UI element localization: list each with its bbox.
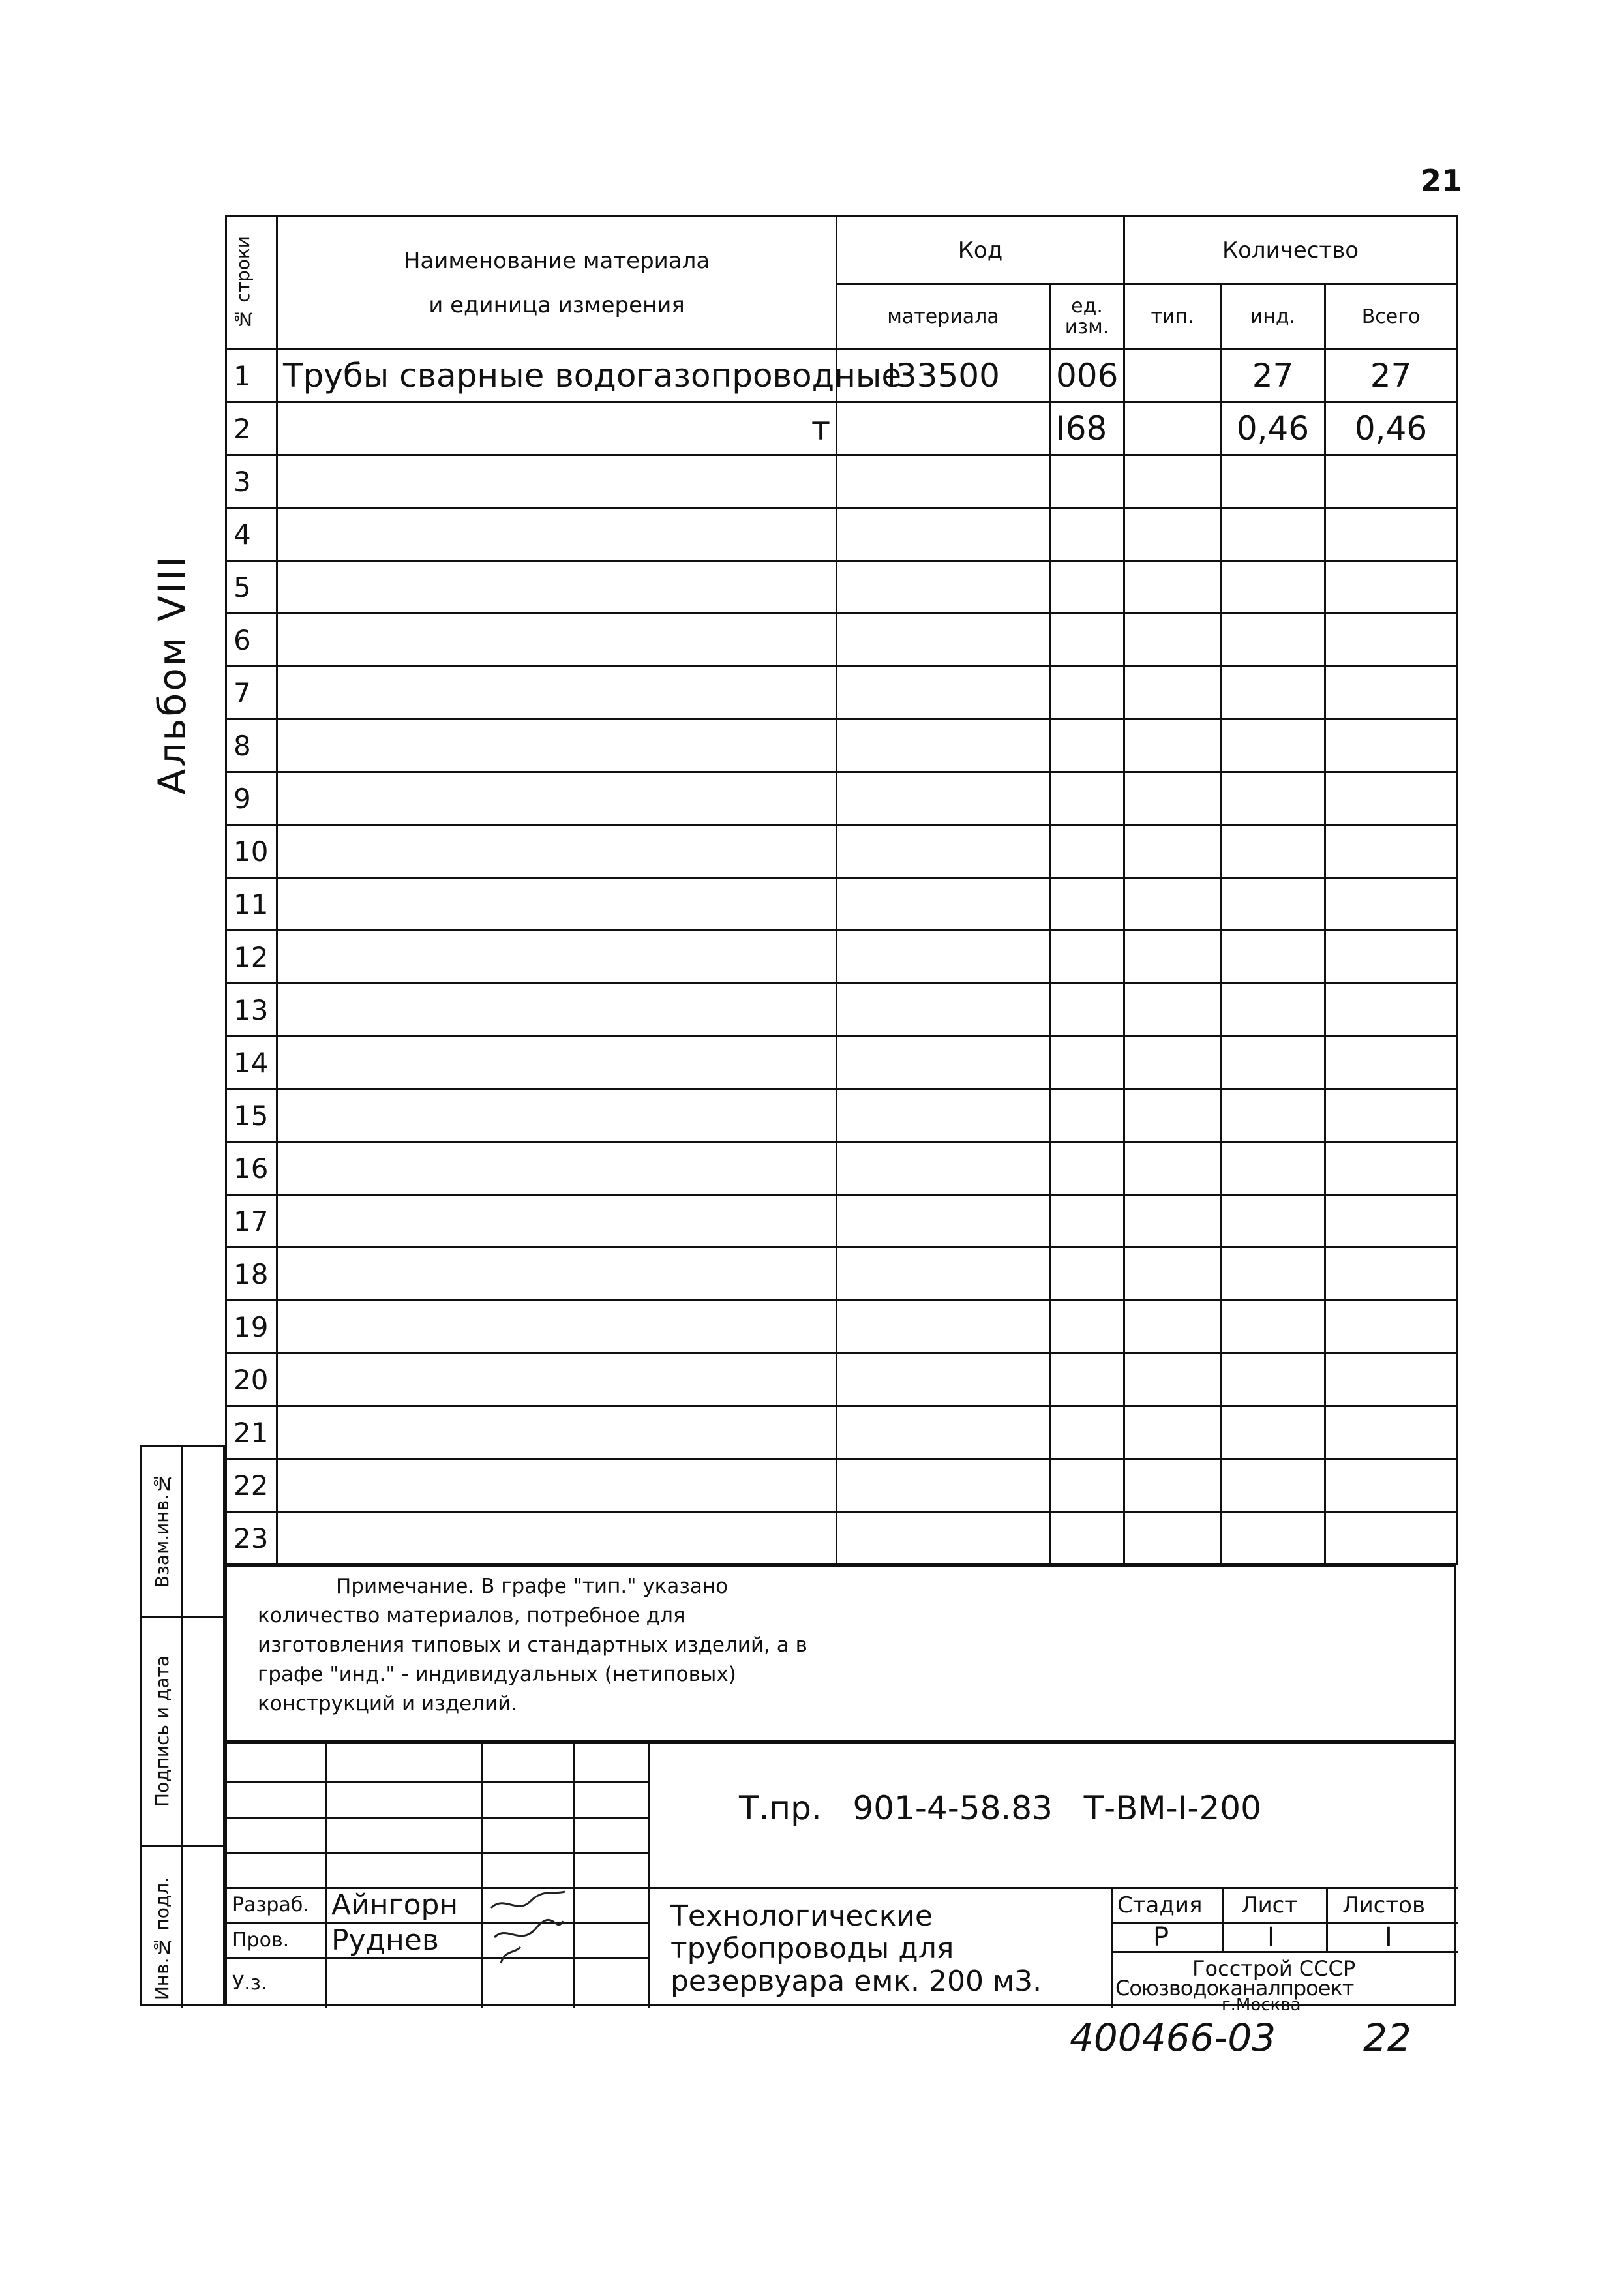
row-ind-cell (1221, 1406, 1325, 1459)
table-row (226, 1248, 1457, 1301)
row-material-code-cell (837, 561, 1050, 614)
table-row (226, 1301, 1457, 1353)
row-ind-cell (1221, 561, 1325, 614)
table-row (226, 1406, 1457, 1459)
row-unit-code-cell (1050, 984, 1124, 1036)
table-row (226, 878, 1457, 931)
row-ind-cell: 0,46 (1221, 402, 1325, 455)
row-number-cell: 10 (226, 825, 277, 878)
row-name-cell (277, 667, 837, 719)
row-name-cell: т (277, 402, 837, 455)
row-number-cell: 19 (226, 1301, 277, 1353)
stamp-stage-label: Стадия (1117, 1892, 1203, 1918)
row-material-code-cell (837, 1195, 1050, 1248)
stamp-sheets-value: I (1385, 1922, 1393, 1952)
header-qty-total: Всего (1325, 284, 1457, 350)
row-name-cell (277, 1036, 837, 1089)
row-total-cell (1325, 1248, 1457, 1301)
row-number-cell: 18 (226, 1248, 277, 1301)
row-number-cell: 7 (226, 667, 277, 719)
row-total-cell (1325, 719, 1457, 772)
row-number-cell: 8 (226, 719, 277, 772)
row-total-cell (1325, 1353, 1457, 1406)
row-ind-cell (1221, 1089, 1325, 1142)
table-row (226, 825, 1457, 878)
row-ind-cell (1221, 667, 1325, 719)
margin-stamp (140, 1445, 225, 2006)
table-row (226, 1195, 1457, 1248)
row-unit-code-cell (1050, 1353, 1124, 1406)
header-name-line2: и единица измерения (429, 292, 685, 318)
row-unit-code-cell (1050, 1036, 1124, 1089)
row-unit-code-cell (1050, 1301, 1124, 1353)
stamp-approved-role: У.з. (232, 1972, 267, 1995)
stamp-sheet-value: I (1267, 1922, 1275, 1952)
row-unit-code-cell (1050, 1406, 1124, 1459)
row-material-code-cell (837, 402, 1050, 455)
table-row (226, 614, 1457, 667)
row-unit-code-cell (1050, 1512, 1124, 1565)
row-number-cell: 20 (226, 1353, 277, 1406)
note-text: Примечание. В графе "тип." указано количество материалов, потребное для изготовления типовых и стандартных изделий, а в графе "инд." - индивидуальных (нетиповых) конструкций и изделий. (258, 1575, 807, 1715)
row-ind-cell (1221, 1036, 1325, 1089)
row-material-code-cell (837, 1353, 1050, 1406)
row-material-code-cell (837, 772, 1050, 825)
table-row (226, 1089, 1457, 1142)
table-row (226, 508, 1457, 561)
stamp-org-line2: Союзводоканалпроект (1115, 1976, 1354, 2001)
header-code-unit: ед. изм. (1050, 284, 1124, 350)
row-material-code-cell (837, 1142, 1050, 1195)
row-unit-code-cell: I68 (1050, 402, 1124, 455)
row-material-code-cell (837, 931, 1050, 984)
row-total-cell (1325, 1142, 1457, 1195)
row-name-cell (277, 1301, 837, 1353)
row-name-cell (277, 878, 837, 931)
margin-sign-date: Подпись и дата (151, 1655, 173, 1807)
header-quantity: Количество (1124, 217, 1457, 284)
header-name-line1: Наименование материала (403, 247, 710, 274)
table-row (226, 719, 1457, 772)
table-row (226, 931, 1457, 984)
row-material-code-cell (837, 1301, 1050, 1353)
row-typ-cell (1124, 931, 1221, 984)
row-typ-cell (1124, 1195, 1221, 1248)
margin-inv-orig: Инв.№ подл. (151, 1877, 173, 2001)
row-unit-code-cell (1050, 1142, 1124, 1195)
table-row (226, 772, 1457, 825)
row-typ-cell (1124, 1512, 1221, 1565)
row-material-code-cell (837, 1459, 1050, 1512)
row-ind-cell (1221, 878, 1325, 931)
table-row (226, 1512, 1457, 1565)
row-unit-code-cell (1050, 1195, 1124, 1248)
row-unit-code-cell (1050, 1248, 1124, 1301)
row-material-code-cell (837, 614, 1050, 667)
row-material-code-cell: I33500 (837, 350, 1050, 402)
row-unit-code-cell (1050, 455, 1124, 508)
row-material-code-cell (837, 1036, 1050, 1089)
row-typ-cell (1124, 825, 1221, 878)
row-material-code-cell (837, 825, 1050, 878)
row-number-cell: 14 (226, 1036, 277, 1089)
footer-page: 22 (1363, 2016, 1411, 2060)
row-total-cell (1325, 1459, 1457, 1512)
row-number-cell: 13 (226, 984, 277, 1036)
row-material-code-cell (837, 667, 1050, 719)
table-row (226, 402, 1457, 455)
row-total-cell (1325, 984, 1457, 1036)
row-name-cell (277, 825, 837, 878)
row-number-cell: 6 (226, 614, 277, 667)
row-ind-cell (1221, 1459, 1325, 1512)
table-row (226, 455, 1457, 508)
row-total-cell (1325, 931, 1457, 984)
header-qty-typ: тип. (1124, 284, 1221, 350)
row-unit-code-cell (1050, 1089, 1124, 1142)
row-material-code-cell (837, 1406, 1050, 1459)
row-typ-cell (1124, 1301, 1221, 1353)
row-unit-code-cell (1050, 931, 1124, 984)
row-unit-code-cell (1050, 772, 1124, 825)
row-name-cell (277, 1195, 837, 1248)
table-row (226, 350, 1457, 402)
row-material-code-cell (837, 1089, 1050, 1142)
row-unit-code-cell (1050, 561, 1124, 614)
row-name-cell (277, 1459, 837, 1512)
row-unit-code-cell (1050, 719, 1124, 772)
row-typ-cell (1124, 719, 1221, 772)
header-code-material: материала (837, 284, 1050, 350)
row-typ-cell (1124, 455, 1221, 508)
stamp-org-line1: Госстрой СССР (1192, 1956, 1356, 1981)
row-typ-cell (1124, 1406, 1221, 1459)
row-name-cell (277, 931, 837, 984)
row-total-cell (1325, 561, 1457, 614)
row-name-cell (277, 1142, 837, 1195)
row-ind-cell (1221, 614, 1325, 667)
row-typ-cell (1124, 878, 1221, 931)
row-typ-cell (1124, 1353, 1221, 1406)
table-row (226, 1353, 1457, 1406)
header-name (277, 217, 837, 350)
header-code: Код (837, 217, 1124, 284)
header-row-number: № строки (226, 217, 277, 350)
row-name-cell (277, 508, 837, 561)
row-total-cell (1325, 667, 1457, 719)
stamp-developer-role: Разраб. (232, 1894, 309, 1916)
row-number-cell: 2 (226, 402, 277, 455)
stamp-checker-role: Пров. (232, 1929, 290, 1952)
row-total-cell (1325, 1512, 1457, 1565)
stamp-title: Технологические трубопроводы для резервуара емк. 200 м3. (670, 1899, 1042, 1998)
row-material-code-cell (837, 719, 1050, 772)
row-number-cell: 23 (226, 1512, 277, 1565)
row-total-cell (1325, 878, 1457, 931)
row-total-cell (1325, 508, 1457, 561)
row-ind-cell (1221, 1195, 1325, 1248)
table-row (226, 984, 1457, 1036)
row-ind-cell (1221, 1248, 1325, 1301)
row-number-cell: 21 (226, 1406, 277, 1459)
row-ind-cell: 27 (1221, 350, 1325, 402)
stamp-sheets-label: Листов (1342, 1892, 1426, 1918)
row-ind-cell (1221, 825, 1325, 878)
row-typ-cell (1124, 402, 1221, 455)
page-number: 21 (1421, 163, 1463, 198)
row-material-code-cell (837, 878, 1050, 931)
row-total-cell (1325, 1406, 1457, 1459)
row-number-cell: 9 (226, 772, 277, 825)
row-ind-cell (1221, 508, 1325, 561)
table-row (226, 1036, 1457, 1089)
row-ind-cell (1221, 772, 1325, 825)
row-number-cell: 5 (226, 561, 277, 614)
stamp-developer-name: Айнгорн (331, 1888, 459, 1922)
row-name-cell (277, 1248, 837, 1301)
row-unit-code-cell (1050, 1459, 1124, 1512)
row-total-cell (1325, 1301, 1457, 1353)
row-material-code-cell (837, 984, 1050, 1036)
row-unit-code-cell (1050, 878, 1124, 931)
table-row (226, 1459, 1457, 1512)
stamp-checker-name: Руднев (331, 1924, 439, 1957)
margin-replace-inv: Взам.инв.№ (151, 1473, 173, 1588)
row-total-cell (1325, 614, 1457, 667)
row-name-cell (277, 614, 837, 667)
title-block (225, 1742, 1456, 2015)
row-material-code-cell (837, 1248, 1050, 1301)
table-row (226, 561, 1457, 614)
footer-code: 400466-03 (1070, 2016, 1276, 2060)
stamp-org-line3: г.Москва (1222, 1995, 1301, 2015)
row-total-cell (1325, 455, 1457, 508)
row-ind-cell (1221, 1353, 1325, 1406)
row-ind-cell (1221, 455, 1325, 508)
row-unit-code-cell (1050, 614, 1124, 667)
row-number-cell: 16 (226, 1142, 277, 1195)
row-number-cell: 1 (226, 350, 277, 402)
row-number-cell: 11 (226, 878, 277, 931)
row-typ-cell (1124, 561, 1221, 614)
album-label: Альбом VIII (150, 554, 194, 795)
row-total-cell (1325, 1195, 1457, 1248)
row-total-cell (1325, 1036, 1457, 1089)
material-table (225, 215, 1458, 1565)
row-typ-cell (1124, 772, 1221, 825)
row-number-cell: 22 (226, 1459, 277, 1512)
row-total-cell (1325, 772, 1457, 825)
row-number-cell: 17 (226, 1195, 277, 1248)
row-material-code-cell (837, 508, 1050, 561)
row-unit-code-cell: 006 (1050, 350, 1124, 402)
row-material-code-cell (837, 455, 1050, 508)
row-number-cell: 12 (226, 931, 277, 984)
row-name-cell (277, 1353, 837, 1406)
row-typ-cell (1124, 1089, 1221, 1142)
row-number-cell: 4 (226, 508, 277, 561)
row-ind-cell (1221, 931, 1325, 984)
stamp-sheet-label: Лист (1241, 1892, 1298, 1918)
row-typ-cell (1124, 984, 1221, 1036)
row-number-cell: 15 (226, 1089, 277, 1142)
row-name-cell (277, 984, 837, 1036)
row-ind-cell (1221, 719, 1325, 772)
row-typ-cell (1124, 508, 1221, 561)
row-total-cell: 0,46 (1325, 402, 1457, 455)
row-name-cell: Трубы сварные водогазопроводные (277, 350, 837, 402)
row-name-cell (277, 561, 837, 614)
row-name-cell (277, 772, 837, 825)
row-typ-cell (1124, 1036, 1221, 1089)
row-name-cell (277, 455, 837, 508)
row-ind-cell (1221, 1142, 1325, 1195)
signature-icon (488, 1888, 569, 1967)
row-unit-code-cell (1050, 825, 1124, 878)
row-name-cell (277, 719, 837, 772)
row-ind-cell (1221, 1301, 1325, 1353)
stamp-stage-value: Р (1153, 1922, 1169, 1952)
table-row (226, 667, 1457, 719)
row-name-cell (277, 1089, 837, 1142)
row-name-cell (277, 1406, 837, 1459)
row-typ-cell (1124, 1142, 1221, 1195)
row-ind-cell (1221, 984, 1325, 1036)
stamp-designation: Т.пр. 901-4-58.83 Т-ВМ-I-200 (739, 1789, 1261, 1827)
row-unit-code-cell (1050, 667, 1124, 719)
row-typ-cell (1124, 667, 1221, 719)
row-number-cell: 3 (226, 455, 277, 508)
row-material-code-cell (837, 1512, 1050, 1565)
row-total-cell (1325, 825, 1457, 878)
row-typ-cell (1124, 614, 1221, 667)
row-total-cell: 27 (1325, 350, 1457, 402)
row-name-cell (277, 1512, 837, 1565)
row-typ-cell (1124, 350, 1221, 402)
row-total-cell (1325, 1089, 1457, 1142)
row-typ-cell (1124, 1459, 1221, 1512)
header-qty-ind: инд. (1221, 284, 1325, 350)
table-row (226, 1142, 1457, 1195)
row-typ-cell (1124, 1248, 1221, 1301)
row-unit-code-cell (1050, 508, 1124, 561)
row-ind-cell (1221, 1512, 1325, 1565)
